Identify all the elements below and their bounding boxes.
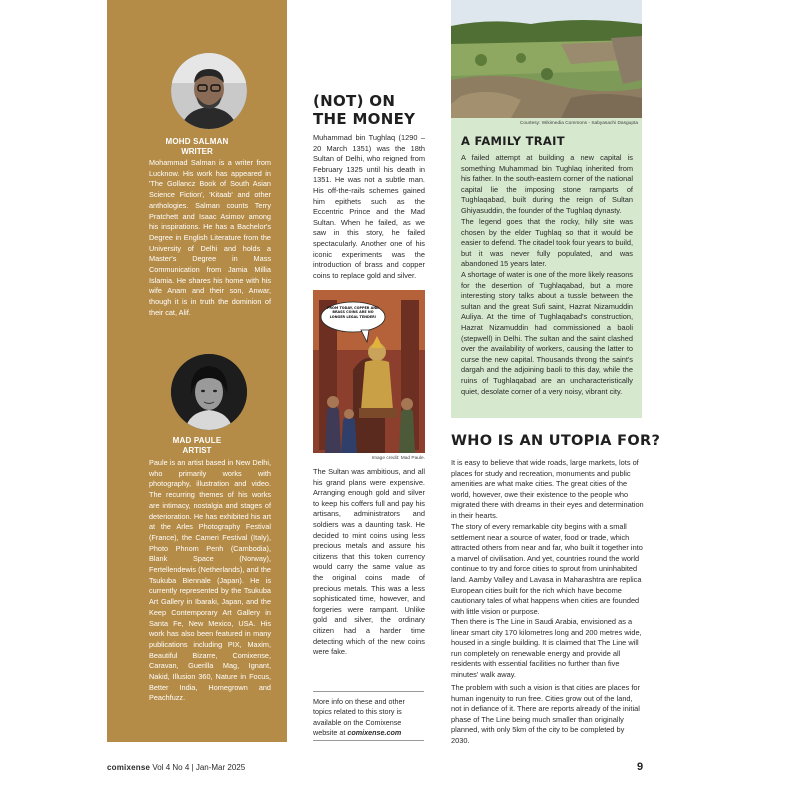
- footer-brand: comixense: [107, 763, 151, 772]
- artist-name: MAD PAULE: [172, 436, 222, 445]
- writer-role: WRITER: [181, 147, 213, 156]
- writer-bio: Mohammad Salman is a writer from Lucknow. His work has appeared in 'The Gollancz Book of South Asian Science Fiction', 'Kitaab' and other anthologies. Salman counts Terry Pratchett and Isaac Asimov among his inspirations. He has a Bachelor's Degree in English Literature from the University of Delhi and holds a Master's Degree in Mass Communication from Jamia Millia Islamia. He shares his home with his wife Anam and their son, Anwar, though it is in truth the dominion of their cat, Alif.: [149, 158, 271, 317]
- family-trait-paragraph-3: A shortage of water is one of the more likely reasons for the desertion of Tughlaqabad, but a more interesting story talks about a tussle between the sultan and the great Sufi saint, Hazrat Nizamuddin Auliya. At the time of Tughlaqabad's construction, Hazrat Nizamuddin had commissioned a baoli (stepwell) in Delhi. The sultan and the saint clashed over the availability of workers, causing the latter to curse the new capital. Thousands throng the saint's dargah and the adjoining baoli to this day, while the ruins of Tughlaqabad are an uncharacteristically quiet, desolate corner of a very noisy, vibrant city.: [461, 270, 633, 396]
- money-title-line1: (NOT) ON: [313, 92, 396, 110]
- comic-image-credit: Image credit: Mad Paule.: [371, 456, 425, 461]
- artist-bio: Paule is an artist based in New Delhi, who primarily works with photography, illustration and video. The recurring themes of his works are intimacy, nostalgia and stages of deterioration. He has exhibited his art at the Arles Photography Festival (France), the Cameri Festival (Italy), Photo Phnom Penh (Cambodia), Blank Space (Norway), Fertellendewis (Netherlands), and the Tsukuba Biennale (Japan). He is currently represented by the Tsukuba Art Gallery in Ibaraki, Japan, and the Keep Contemporary Art Gallery in Santa Fe, New Mexico, USA. His work has also been featured in many publications including PIX, Maxim, Beautiful Bizarre, Comixense, Caravan, Guerilla Mag, Ignant, Nakid, Illusion 360, Nature in Focus, Better India, Homegrown and Peachfuzz.: [149, 458, 271, 703]
- page-number: 9: [637, 761, 644, 773]
- contributors-sidebar: [107, 0, 287, 742]
- utopia-title: WHO IS AN UTOPIA FOR?: [451, 433, 661, 449]
- utopia-paragraph-3: Then there is The Line in Saudi Arabia, envisioned as a linear smart city 170 kilometres long and 200 metres wide, housed in a single building. It is claimed that The Line will run completely on renewable energy and provide all residents with essential facilities no further than five minutes' walk away.: [451, 617, 642, 679]
- note-divider-bottom: [313, 740, 424, 741]
- artist-portrait: [171, 354, 247, 430]
- note-divider-top: [313, 691, 424, 692]
- utopia-paragraph-1: It is easy to believe that wide roads, large markets, lots of places for study and recreation, monuments and public amenities are what make cities. The great cities of the world, however, owe their existence to the people who migrated there with dreams in their eyes and determination in their hearts.: [451, 458, 644, 520]
- utopia-paragraph-2: The story of every remarkable city begins with a small settlement near a source of water, food or trade, which attracted others from near and far, who built it together into a marvel of civilisation. And yet, countries round the world continue to try and force cities to sprout from uninhabited land. Aamby Valley and Lavasa in Maharashtra are replica European cities built for the rich which have become cautionary tales of what happens when cities are founded with little vision or purpose.: [451, 522, 643, 616]
- footer-issue: Vol 4 No 4 | Jan-Mar 2025: [150, 763, 246, 772]
- sultan-comic-panel: [313, 290, 425, 453]
- family-trait-paragraph-2: The legend goes that the rocky, hilly site was chosen by the elder Tughlaq so that it would be easier to defend. The citadel took four years to build, but it was never fully populated, and was abandoned 15 years later.: [461, 217, 634, 269]
- family-trait-box: [451, 118, 642, 418]
- artist-role: ARTIST: [182, 446, 212, 455]
- comic-speech-bubble: FROM TODAY, COPPER AND BRASS COINS ARE NO LONGER LEGAL TENDER!: [327, 306, 379, 319]
- money-body-paragraph: The Sultan was ambitious, and all his grand plans were expensive. Arranging enough gold and silver to keep his coffers full and pay his artisans, administrators and soldiers was a daunting task. He decided to mint coins using less precious metals and assure his citizens that this token currency would carry the same value as the original coins made of precious metals. This was a less sophisticated time, however, and forgeries were rampant. Unlike gold and silver, the ordinary citizen had a harder time detecting which of the new coins were fake.: [313, 467, 425, 657]
- more-info-text: More info on these and other topics related to this story is available on the Comixense website at: [313, 697, 405, 738]
- more-info-note: [313, 697, 425, 739]
- family-trait-title: A FAMILY TRAIT: [461, 134, 565, 148]
- comixense-link[interactable]: comixense.com: [347, 728, 402, 738]
- money-headline: [313, 92, 425, 128]
- writer-name: MOHD SALMAN: [165, 137, 229, 146]
- tughlaqabad-photo: [451, 0, 642, 118]
- money-intro-paragraph: Muhammad bin Tughlaq (1290 – 20 March 1351) was the 18th Sultan of Delhi, who reigned from February 1325 until his death in 1351. He was not a subtle man. His off-the-rails schemes gained him epithets such as the Eccentric Prince and the Mad Sultan. When he failed, as we saw in this story, he failed spectacularly. Another one of his iconic experiments was the introduction of brass and copper coins to replace gold and silver.: [313, 133, 425, 280]
- utopia-paragraph-4: The problem with such a vision is that cities are places for human ingenuity to run free. Cities grow out of the land, not in defiance of it. There are reports already of the initial phase of The Line being much smaller than originally planned, with only 5km of the city to be completed by 2030.: [451, 683, 640, 745]
- page-footer: [107, 763, 245, 772]
- money-title-line2: THE MONEY: [313, 110, 416, 128]
- writer-portrait: [171, 53, 247, 129]
- family-trait-paragraph-1: A failed attempt at building a new capital is something Muhammad bin Tughlaq inherited from his father. In the south-eastern corner of the national capital lie the imposing stone ramparts of Tughlaqabad, built during the reign of Sultan Ghiyasuddin, the founder of the Tughlaq dynasty.: [461, 153, 633, 215]
- photo-credit: Courtesy: Wikimedia Commons - Sabyasachi Dasgupta: [519, 121, 638, 126]
